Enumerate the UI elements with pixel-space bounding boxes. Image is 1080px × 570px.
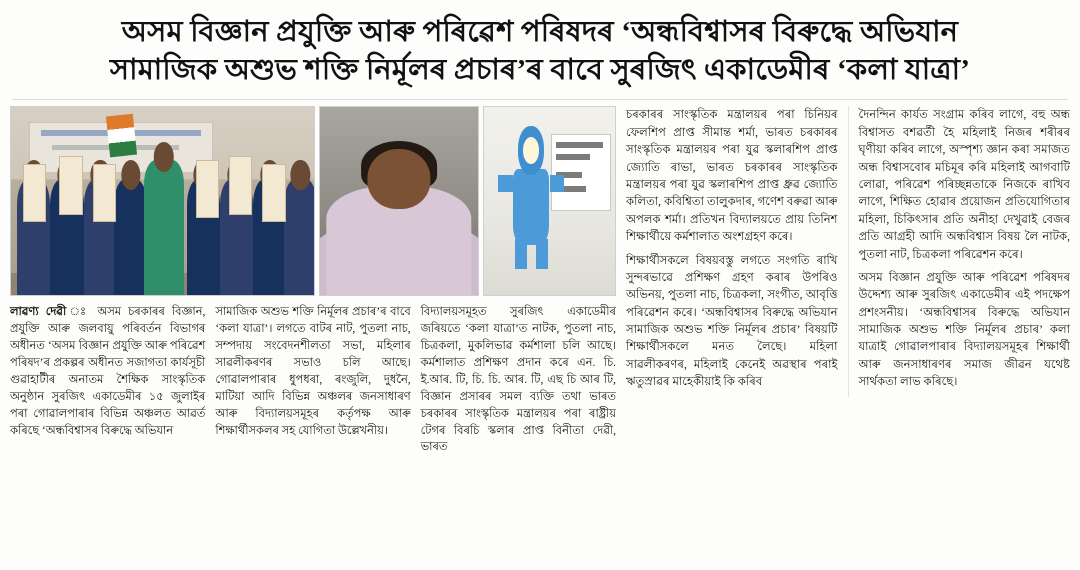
puppet-body: [513, 169, 550, 244]
headline-line-1: অসম বিজ্ঞান প্রযুক্তি আৰু পৰিৱেশ পৰিষদৰ ‘অন্ধবিশ্বাসৰ বিৰুদ্ধে অভিযান: [121, 16, 959, 48]
indian-flag-icon: [106, 114, 137, 158]
students-holding-cutouts-photo: [10, 106, 315, 296]
article-column-2: [859, 106, 1071, 396]
headline: [0, 0, 1080, 95]
article-columns: [622, 106, 1070, 396]
face: [367, 149, 430, 209]
teacher-figure: [144, 160, 183, 295]
caption-columns: [10, 304, 616, 456]
caption-text: বিদ্যালয়সমূহত সুৰজিৎ একাডেমীৰ জৰিয়তে ‘কলা যাত্ৰা’ত নাটক, পুতলা নাচ, চিত্ৰকলা, মুকলিভাৱ কৰ্মশালা চলি আছে। কৰ্মশালাত প্ৰশিক্ষণ প্ৰদান কৰে এন. চি. ই.আৰ. টি, চি. চি. আৰ. টি, এছ চি আৰ টি, বিজ্ঞান প্ৰসাৰৰ সমল ব্যক্তি তথা ভাৰত চৰকাৰৰ সাংস্কৃতিক মন্ত্ৰালয়ৰ পৰা ৰাষ্ট্ৰীয় টেগৰ বিৰচি স্কলাৰ প্ৰাপ্ত বিনীতা দেৱী, ভাৰত: [420, 306, 616, 454]
caption-text: সামাজিক অশুভ শক্তি নিৰ্মূলৰ প্ৰচাৰ’ৰ বাবে ‘কলা যাত্ৰা’। লগতে বাটৰ নাট, পুতলা নাচ, সম্পদায় সংবেদনশীলতা সভা, মহিলাৰ সাৱলীকৰণৰ সভাও চলি আছে। গোৱালপাৰাৰ ধুপধৰা, ৰংজুলি, দুধনৈ, মাটিয়া আদি বিভিন্ন অঞ্চলৰ জনসাধাৰণ আৰু বিদ্যালয়সমূহৰ কৰ্তৃপক্ষ আৰু শিক্ষাৰ্থীসকলৰ সহ যোগিতা উল্লেখনীয়।: [215, 306, 411, 437]
paragraph: দৈনন্দিন কাৰ্যত সংগ্ৰাম কৰিব লাগে, বহু অন্ধ বিশ্বাসত বশৱৰ্তী হৈ মহিলাই নিজৰ শৰীৰৰ ঘৃণীয়া কৰিব লাগে, অস্পৃশ্য জ্ঞান কৰা সমাজত অন্ধ বিশ্বাসবোৰ মচিমূৰ কৰি মহিলাই আগবাটি লোৱা, পৰিৱেশ পৰিচ্ছন্নতাকে নিজকে ৰাখিব লাগে, শিক্ষিত হোৱাৰ প্ৰয়োজন প্ৰতিযোগিতাৰ মহিলা, চিকিৎসাৰ প্ৰতি অনীহা দেখুৱাই বেজৰ প্ৰতি আগ্ৰহী আদি অন্ধবিশ্বাস বিষয় লৈ নাটক, পুতলা নাট, চিত্ৰকলা পৰিৱেশন কৰে।: [858, 108, 1070, 261]
article-body: [0, 100, 1080, 456]
caption-column-1: [10, 304, 205, 456]
photo-block: [10, 106, 622, 456]
paragraph: অসম বিজ্ঞান প্ৰযুক্তি আৰু পৰিৱেশ পৰিষদৰ উদ্দেশ্য আৰু সুৰজিৎ একাডেমীৰ এই পদক্ষেপ প্ৰশংসনীয়। ‘অন্ধবিশ্বাসৰ বিৰুদ্ধে অভিযান সামাজিক অশুভ শক্তি নিৰ্মূলৰ প্ৰচাৰ’ কলা যাত্ৰাই গোৱালপাৰাৰ বিদ্যালয়সমূহৰ শিক্ষাৰ্থী আৰু জনসাধাৰণৰ সমাজ জীৱন যথেষ্ট সাৰ্থকতা লাভ কৰিছে।: [858, 270, 1070, 389]
caption-text: ঃ অসম চৰকাৰৰ বিজ্ঞান, প্ৰযুক্তি আৰু জলবায়ু পৰিবৰ্তন বিভাগৰ অধীনত ‘অসম বিজ্ঞান প্ৰযুক্তি আৰু পৰিৱেশ পৰিষদ’ৰ প্ৰকল্পৰ অধীনত সজাগতা কাৰ্যসূচী গুৱাহাটীৰ অনাতম শৈক্ষিক সাংস্কৃতিক অনুষ্ঠান সুৰজিৎ একাডেমীৰ ১৫ জুলাইৰ পৰা গোৱালপাৰাৰ বিভিন্ন অঞ্চলত আৱৰ্ত কৰিছে ‘অন্ধবিশ্বাসৰ বিৰুদ্ধে অভিযান: [10, 306, 206, 437]
caption-column-3: [421, 304, 616, 456]
paragraph: চৰকাৰৰ সাংস্কৃতিক মন্ত্ৰালয়ৰ পৰা চিনিয়ৰ ফেলশিপ প্ৰাপ্ত সীমান্ত শৰ্মা, ভাৰত চৰকাৰৰ সাংস্কৃতিক মন্ত্ৰালয়ৰ পৰা যুৱ স্কলাৰশিপ প্ৰাপ্ত জ্যোতি ৰাভা, ভাৰত চৰকাৰৰ সাংস্কৃতিক মন্ত্ৰালয়ৰ পৰা যুৱ স্কলাৰশিপ প্ৰাপ্ত ধ্ৰুৱ জ্যোতি কলিতা, কবিশ্বিতা তালুকদাৰ, গণেশ বৰুৱা আৰু অপলক শৰ্মা। প্ৰতিখন বিদ্যালয়তে প্ৰায় তিনিশ শিক্ষাৰ্থীয়ে কৰ্মশালাত অংশগ্ৰহণ কৰে।: [626, 108, 838, 244]
headline-line-2: সামাজিক অশুভ শক্তি নিৰ্মূলৰ প্ৰচাৰ’ৰ বাবে সুৰজিৎ একাডেমীৰ ‘কলা যাত্ৰা’: [109, 54, 971, 87]
article-column-1: [626, 106, 838, 396]
caption-column-2: [215, 304, 410, 456]
byline: লাৱণ্য দেৱী: [10, 306, 67, 319]
column-divider: [848, 106, 849, 396]
paragraph: শিক্ষাৰ্থীসকলে বিষয়বস্তু লগতে সংগতি ৰাখি সুন্দৰভাৱে প্ৰশিক্ষণ গ্ৰহণ কৰাৰ উপৰিও অভিনয়, পুতলা নাচ, চিত্ৰকলা, সংগীত, আবৃত্তি পৰিৱেশন কৰে। ‘অন্ধবিশ্বাসৰ বিৰুদ্ধে অভিযান সামাজিক অশুভ শক্তি নিৰ্মূলৰ প্ৰচাৰ’ বিষয়টি শিক্ষাৰ্থীসকলে মনত লৈছে। মহিলা সাৱলীকৰণৰ, মহিলাই কেনেই অৱস্থাৰ পৰাই ঋতুস্ৰাৱৰ মাহেকীয়াই কি কৰিব: [626, 253, 838, 389]
woman-speaker-photo: [319, 106, 479, 296]
puppet-face: [523, 137, 539, 163]
lion-puppet-photo: [483, 106, 616, 296]
photo-row: [10, 106, 616, 296]
department-sign-board: [551, 134, 611, 211]
